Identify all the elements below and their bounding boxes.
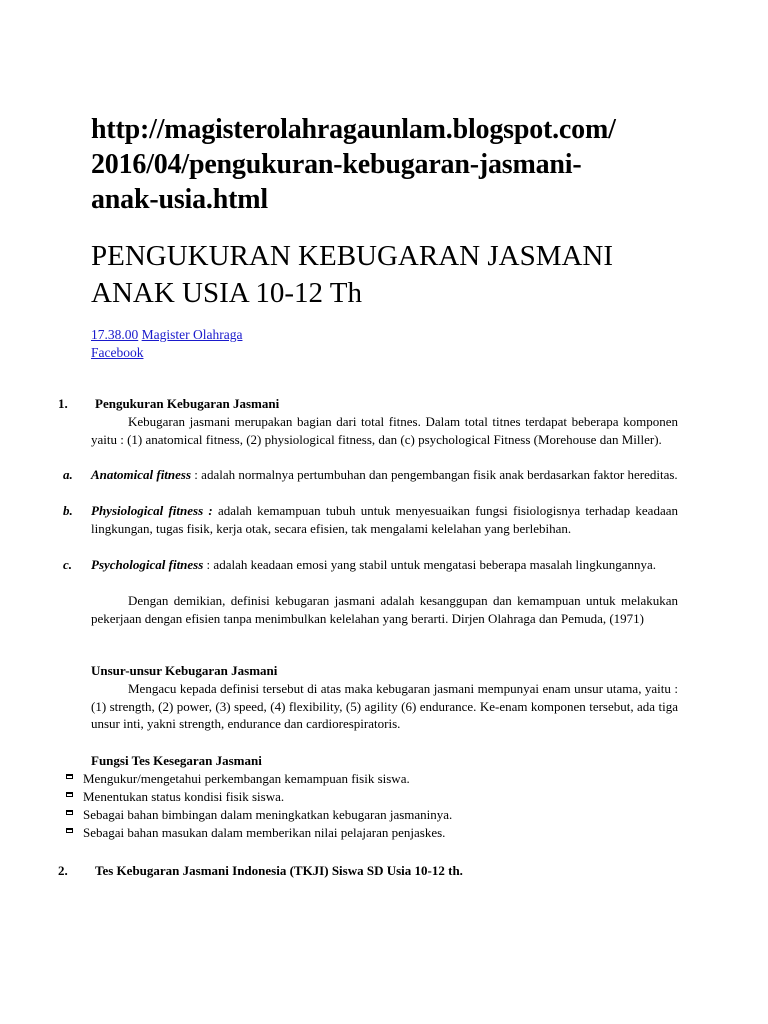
url-line-1[interactable]: http://magisterolahragaunlam.blogspot.com/ bbox=[91, 114, 616, 145]
checkbox-bullet-icon bbox=[66, 772, 74, 780]
section-1-heading: Pengukuran Kebugaran Jasmani bbox=[95, 396, 280, 411]
checkbox-bullet-icon bbox=[66, 790, 74, 798]
section-2-number: 2. bbox=[58, 863, 68, 878]
fungsi-bullet-1: Mengukur/mengetahui perkembangan kemampuan fisik siswa. bbox=[83, 771, 410, 786]
item-a: Anatomical fitness : adalah normalnya pertumbuhan dan pengembangan fisik anak berdasarkan faktor hereditas. bbox=[91, 467, 678, 482]
checkbox-bullet-icon bbox=[66, 808, 74, 816]
section-2-heading: Tes Kebugaran Jasmani Indonesia (TKJI) Siswa SD Usia 10-12 th. bbox=[95, 863, 463, 878]
fungsi-bullet-3: Sebagai bahan bimbingan dalam meningkatkan kebugaran jasmaninya. bbox=[83, 807, 453, 822]
item-b-letter: b. bbox=[63, 503, 73, 518]
url-line-2[interactable]: 2016/04/pengukuran-kebugaran-jasmani- bbox=[91, 149, 582, 180]
unsur-text: Mengacu kepada definisi tersebut di atas maka kebugaran jasmani mempunyai enam unsur utama, yaitu : (1) strength, (2) power, (3) speed, (4) flexibility, (5) agility (6) endurance. Ke-enam komponen tersebut, ada tiga unsur inti, yakni strength, endurance dan cardiorespiratoris. bbox=[91, 681, 678, 731]
section-1-intro: Kebugaran jasmani merupakan bagian dari total fitnes. Dalam total titnes terdapat beberapa komponen yaitu : (1) anatomical fitness, (2) physiological fitness, dan (c) psychological Fitness (Morehouse dan Miller). bbox=[91, 414, 678, 447]
post-time-link[interactable]: 17.38.00 bbox=[91, 327, 139, 342]
item-c-text: adalah keadaan emosi yang stabil untuk mengatasi beberapa masalah lingkungannya. bbox=[213, 557, 656, 572]
page-title bbox=[91, 238, 711, 312]
source-url[interactable] bbox=[91, 112, 711, 217]
item-b-text: adalah kemampuan tubuh untuk menyesuaikan fungsi fisiologisnya terhadap keadaan lingkungan, tugas fisik, kerja otak, secara efisien, tak mengalami kelelahan yang berlebihan. bbox=[91, 503, 678, 536]
checkbox-bullet-icon bbox=[66, 826, 74, 834]
item-c-label: Psychological fitness bbox=[91, 557, 204, 572]
item-b-label: Physiological fitness : bbox=[91, 503, 213, 518]
title-line-2: ANAK USIA 10-12 Th bbox=[91, 277, 362, 309]
item-b bbox=[91, 502, 678, 537]
section-1-number: 1. bbox=[58, 396, 68, 411]
item-a-label: Anatomical fitness bbox=[91, 467, 192, 482]
title-line-1: PENGUKURAN KEBUGARAN JASMANI bbox=[91, 240, 614, 272]
item-a-letter: a. bbox=[63, 467, 73, 482]
author-link[interactable]: Magister Olahraga bbox=[141, 327, 243, 342]
section-1-conclusion: Dengan demikian, definisi kebugaran jasmani adalah kesanggupan dan kemampuan untuk melakukan pekerjaan dengan efisien tanpa menimbulkan kelelahan yang berarti. Dirjen Olahraga dan Pemuda, (1971) bbox=[91, 593, 678, 626]
fungsi-bullet-2: Menentukan status kondisi fisik siswa. bbox=[83, 789, 285, 804]
item-a-text: adalah normalnya pertumbuhan dan pengembangan fisik anak berdasarkan faktor hereditas. bbox=[201, 467, 678, 482]
facebook-share-link[interactable]: Facebook bbox=[91, 345, 144, 360]
fungsi-bullet-4: Sebagai bahan masukan dalam memberikan nilai pelajaran penjaskes. bbox=[83, 825, 446, 840]
item-c: Psychological fitness : adalah keadaan emosi yang stabil untuk mengatasi beberapa masalah lingkungannya. bbox=[91, 557, 656, 572]
unsur-heading: Unsur-unsur Kebugaran Jasmani bbox=[91, 663, 278, 678]
post-meta bbox=[91, 326, 242, 362]
url-line-3[interactable]: anak-usia.html bbox=[91, 184, 268, 215]
fungsi-heading: Fungsi Tes Kesegaran Jasmani bbox=[91, 753, 262, 768]
item-c-letter: c. bbox=[63, 557, 73, 572]
